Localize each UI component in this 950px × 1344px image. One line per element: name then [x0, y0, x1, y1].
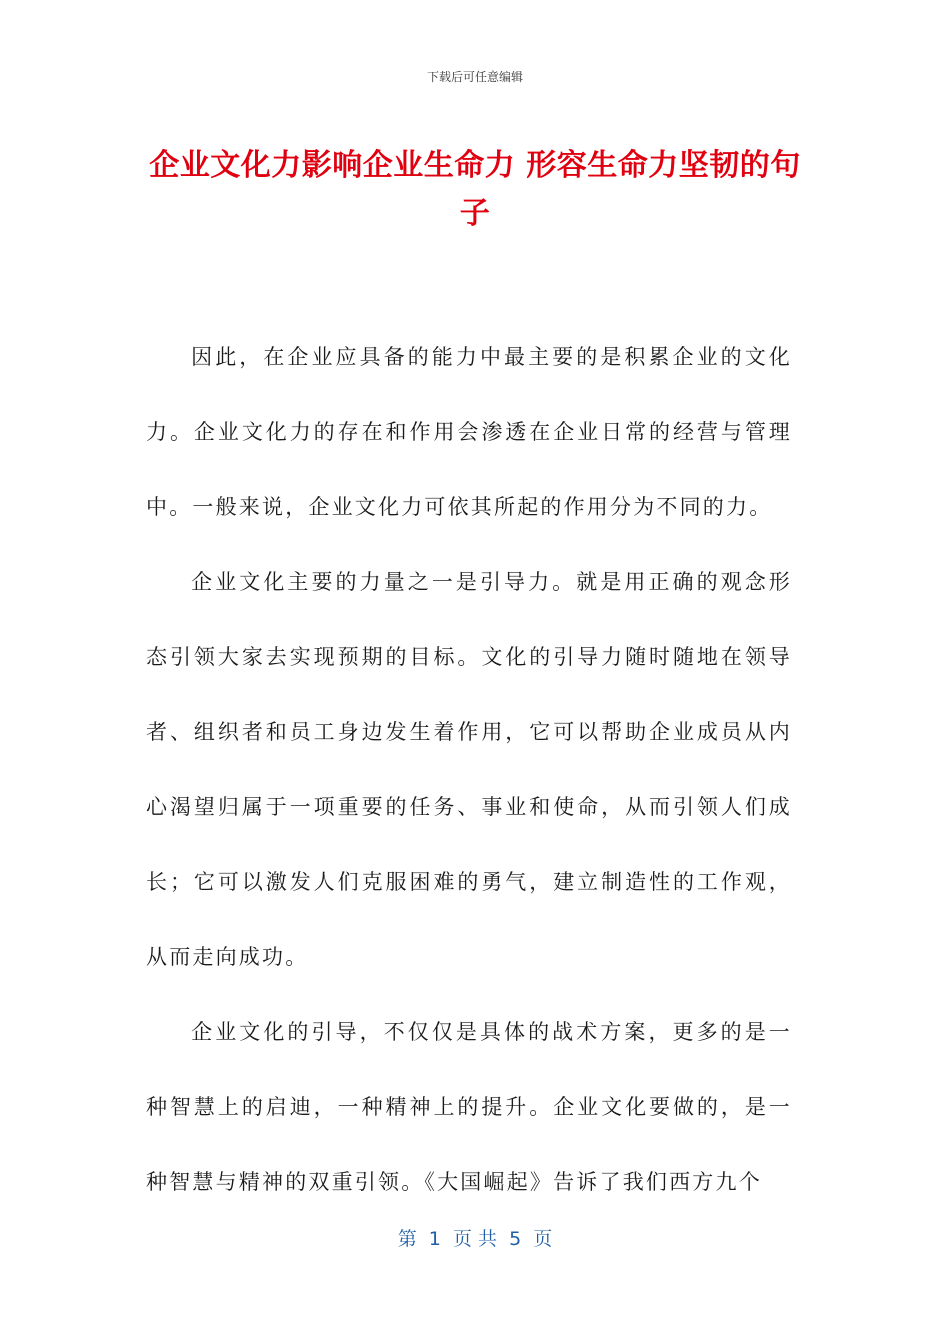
page-number-footer: 第 1 页 共 5 页: [397, 1228, 553, 1250]
paragraph: 企业文化的引导，不仅仅是具体的战术方案，更多的是一种智慧上的启迪，一种精神上的提升。企业文化要做的，是一种智慧与精神的双重引领。《大国崛起》告诉了我们西方九个: [146, 1020, 792, 1194]
document-body: [146, 320, 792, 1220]
header-note: 下载后可任意编辑: [426, 70, 523, 84]
paragraph: 企业文化主要的力量之一是引导力。就是用正确的观念形态引领大家去实现预期的目标。文化的引导力随时随地在领导者、组织者和员工身边发生着作用，它可以帮助企业成员从内心渴望归属于一项重要的任务、事业和使命，从而引领人们成长；它可以激发人们克服困难的勇气，建立制造性的工作观，从而走向成功。: [146, 570, 792, 969]
document-title: 企业文化力影响企业生命力 形容生命力坚韧的句子: [149, 148, 801, 231]
paragraph: 因此，在企业应具备的能力中最主要的是积累企业的文化力。企业文化力的存在和作用会渗透在企业日常的经营与管理中。一般来说，企业文化力可依其所起的作用分为不同的力。: [146, 345, 792, 519]
